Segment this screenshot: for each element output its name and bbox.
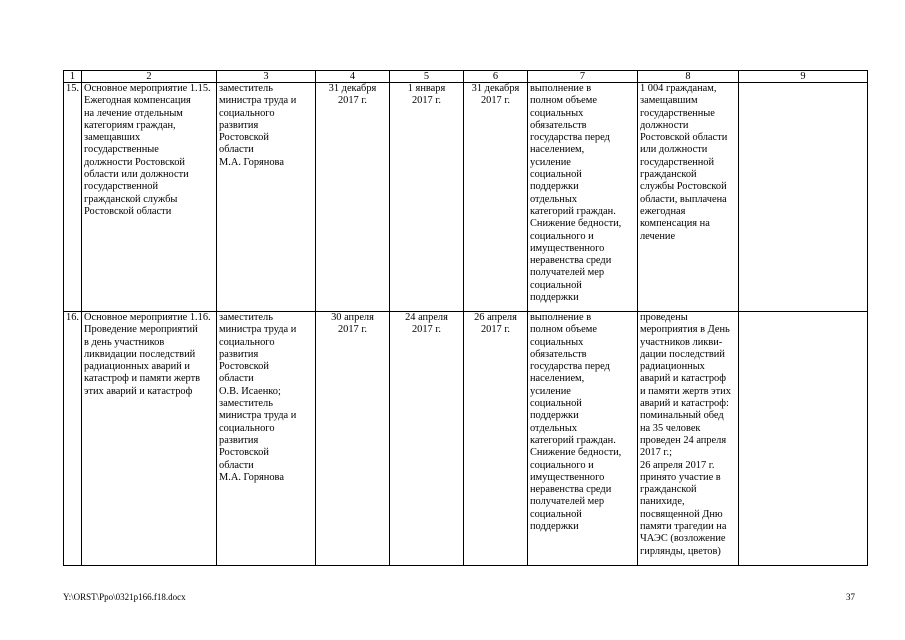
date-start-cell: 24 апреля 2017 г. bbox=[390, 312, 464, 566]
responsible-cell: заместитель министра труда и социального развития Ростовской области М.А. Горянова bbox=[217, 83, 316, 312]
row-number: 16. bbox=[64, 312, 82, 566]
table-row bbox=[64, 83, 868, 312]
date-end-cell: 31 декабря 2017 г. bbox=[464, 83, 528, 312]
page-number: 37 bbox=[846, 592, 855, 602]
column-header: 1 bbox=[64, 71, 82, 83]
column-header: 7 bbox=[528, 71, 638, 83]
date-plan-cell: 31 декабря 2017 г. bbox=[316, 83, 390, 312]
column-header: 8 bbox=[638, 71, 739, 83]
report-table bbox=[63, 70, 868, 566]
result-cell: выполнение в полном объеме социальных обязательств государства перед населением, усиление социальной поддержки отдельных категорий граждан. Снижение бедности, социального и имущественного неравенства среди получателей мер социальной поддержки bbox=[528, 312, 638, 566]
column-header: 9 bbox=[739, 71, 868, 83]
table-row bbox=[64, 312, 868, 566]
column-header: 5 bbox=[390, 71, 464, 83]
column-header: 6 bbox=[464, 71, 528, 83]
result-cell: выполнение в полном объеме социальных обязательств государства перед населением, усиление социальной поддержки отдельных категорий граждан. Снижение бедности, социального и имущественного неравенства среди получателей мер социальной поддержки bbox=[528, 83, 638, 312]
column-header: 2 bbox=[82, 71, 217, 83]
column-header: 3 bbox=[217, 71, 316, 83]
date-start-cell: 1 января 2017 г. bbox=[390, 83, 464, 312]
header-row bbox=[64, 71, 868, 83]
date-end-cell: 26 апреля 2017 г. bbox=[464, 312, 528, 566]
note-cell bbox=[739, 312, 868, 566]
event-cell: Основное мероприятие 1.16. Проведение мероприятий в день участников ликвидации последствий радиационных аварий и катастроф и памяти жертв этих аварий и катастроф bbox=[82, 312, 217, 566]
row-number: 15. bbox=[64, 83, 82, 312]
footer-file-path: Y:\ORST\Ppo\0321p166.f18.docx bbox=[63, 592, 186, 602]
note-cell bbox=[739, 83, 868, 312]
actual-cell: 1 004 гражданам, замещавшим государственные должности Ростовской области или должности государственной гражданской службы Ростовской области, выплачена ежегодная компенсация на лечение bbox=[638, 83, 739, 312]
date-plan-cell: 30 апреля 2017 г. bbox=[316, 312, 390, 566]
event-cell: Основное мероприятие 1.15. Ежегодная компенсация на лечение отдельным категориям граждан, замещавших государственные должности Ростовской области или должности государственной гражданской службы Ростовской области bbox=[82, 83, 217, 312]
responsible-cell: заместитель министра труда и социального развития Ростовской области О.В. Исаенко; заместитель министра труда и социального развития Ростовской области М.А. Горянова bbox=[217, 312, 316, 566]
actual-cell: проведены мероприятия в День участников ликви- дации последствий радиационных аварий и катастроф и памяти жертв этих аварий и катастроф: поминальный обед на 35 человек проведен 24 апреля 2017 г.; 26 апреля 2017 г. принято участие в гражданской панихиде, посвященной Дню памяти трагедии на ЧАЭС (возложение гирлянды, цветов) bbox=[638, 312, 739, 566]
column-header: 4 bbox=[316, 71, 390, 83]
